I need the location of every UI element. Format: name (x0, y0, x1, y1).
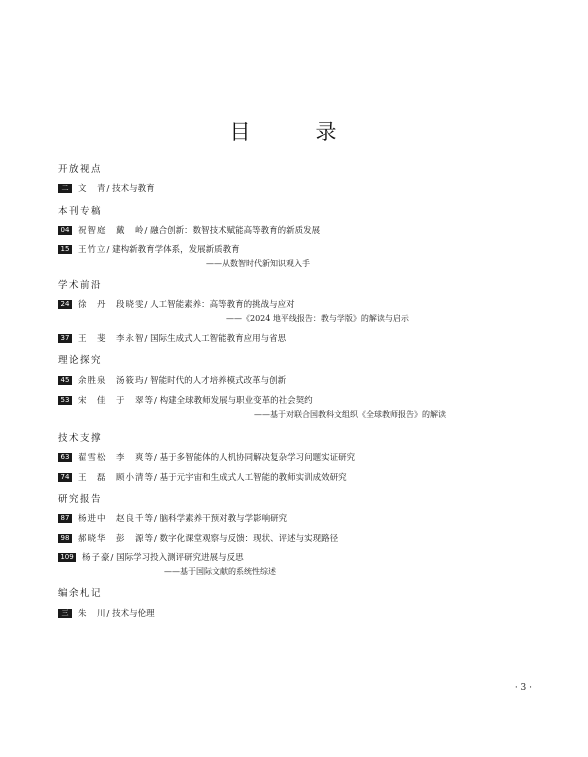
toc-entry[interactable]: 109 杨子豪/ 国际学习投入测评研究进展与反思 (58, 551, 244, 563)
entry-authors: 徐 丹 段晓雯 (78, 300, 145, 310)
entry-authors: 杨子豪 (82, 553, 111, 563)
page-number-badge: 37 (58, 334, 72, 343)
entry-authors: 翟雪松 李 爽等 (78, 453, 155, 463)
page-number-badge: 53 (58, 396, 72, 405)
entry-title: 智能时代的人才培养模式改革与创新 (150, 376, 287, 386)
entry-authors: 朱 川 (78, 609, 107, 619)
page-number-badge: 109 (58, 553, 76, 562)
page-number-badge: 63 (58, 453, 72, 462)
section-heading: 理论探究 (58, 355, 103, 366)
entry-authors: 杨进中 赵良千等 (78, 514, 155, 524)
entry-title: 国际生成式人工智能教育应用与省思 (150, 334, 287, 344)
entry-title: 技术与伦理 (112, 609, 155, 619)
entry-authors: 郝晓华 彭 源等 (78, 534, 155, 544)
entry-subtitle: ——基于国际文献的系统性综述 (164, 567, 276, 576)
page-number-badge: 15 (58, 245, 72, 254)
toc-entry[interactable]: 04 祝智庭 戴 岭/ 融合创新：数智技术赋能高等教育的新质发展 (58, 224, 320, 236)
entry-title: 建构新教育学体系，发展新质教育 (112, 245, 240, 255)
section-heading: 研究报告 (58, 494, 103, 505)
page-number-badge: 45 (58, 376, 72, 385)
toc-entry[interactable]: 三 朱 川/ 技术与伦理 (58, 607, 155, 619)
section-heading: 编余札记 (58, 588, 103, 599)
entry-subtitle: ——《2024 地平线报告：教与学版》的解读与启示 (226, 314, 409, 323)
entry-title: 脑科学素养干预对教与学影响研究 (159, 514, 288, 524)
entry-authors: 王 磊 顾小清等 (78, 473, 155, 483)
page-number: · 3 · (514, 683, 532, 693)
page-number-badge: 74 (58, 473, 72, 482)
entry-authors: 余胜泉 汤筱玙 (78, 376, 145, 386)
section-heading: 开放视点 (58, 164, 103, 175)
section-heading: 本刊专稿 (58, 206, 103, 217)
toc-entry[interactable]: 二 文 青/ 技术与教育 (58, 182, 155, 194)
entry-authors: 祝智庭 戴 岭 (78, 226, 145, 236)
page-number-badge: 24 (58, 300, 72, 309)
page-title: 目 录 (229, 120, 359, 144)
entry-authors: 王竹立 (78, 245, 107, 255)
page-number-badge: 04 (58, 226, 72, 235)
entry-authors: 宋 佳 于 翠等 (78, 396, 155, 406)
toc-entry[interactable]: 45 余胜泉 汤筱玙/ 智能时代的人才培养模式改革与创新 (58, 374, 286, 386)
toc-entry[interactable]: 63 翟雪松 李 爽等/ 基于多智能体的人机协同解决复杂学习问题实证研究 (58, 451, 355, 463)
toc-entry[interactable]: 15 王竹立/ 建构新教育学体系，发展新质教育 (58, 243, 240, 255)
toc-entry[interactable]: 98 郝晓华 彭 源等/ 数字化课堂观察与反馈：现状、评述与实现路径 (58, 532, 338, 544)
section-heading: 技术支撑 (58, 433, 103, 444)
entry-title: 基于多智能体的人机协同解决复杂学习问题实证研究 (159, 453, 356, 463)
toc-entry[interactable]: 87 杨进中 赵良千等/ 脑科学素养干预对教与学影响研究 (58, 512, 287, 524)
entry-title: 国际学习投入测评研究进展与反思 (116, 553, 244, 563)
entry-title: 基于元宇宙和生成式人工智能的教师实训成效研究 (159, 473, 347, 483)
toc-entry[interactable]: 24 徐 丹 段晓雯/ 人工智能素养：高等教育的挑战与应对 (58, 298, 295, 310)
entry-title: 技术与教育 (112, 184, 155, 194)
entry-title: 人工智能素养：高等教育的挑战与应对 (150, 300, 295, 310)
toc-entry[interactable]: 74 王 磊 顾小清等/ 基于元宇宙和生成式人工智能的教师实训成效研究 (58, 471, 347, 483)
toc-entry[interactable]: 53 宋 佳 于 翠等/ 构建全球教师发展与职业变革的社会契约 (58, 394, 313, 406)
section-heading: 学术前沿 (58, 280, 103, 291)
page-number-badge: 三 (58, 609, 72, 618)
entry-subtitle: ——从数智时代新知识观入手 (206, 259, 310, 268)
entry-authors: 王 斐 李永智 (78, 334, 145, 344)
entry-title: 融合创新：数智技术赋能高等教育的新质发展 (150, 226, 321, 236)
toc-entry[interactable]: 37 王 斐 李永智/ 国际生成式人工智能教育应用与省思 (58, 332, 286, 344)
page-number-badge: 87 (58, 514, 72, 523)
entry-subtitle: ——基于对联合国教科文组织《全球教师报告》的解读 (254, 410, 446, 419)
page-number-badge: 二 (58, 184, 72, 193)
entry-authors: 文 青 (78, 184, 107, 194)
entry-title: 数字化课堂观察与反馈：现状、评述与实现路径 (159, 534, 339, 544)
page-number-badge: 98 (58, 534, 72, 543)
entry-title: 构建全球教师发展与职业变革的社会契约 (159, 396, 313, 406)
